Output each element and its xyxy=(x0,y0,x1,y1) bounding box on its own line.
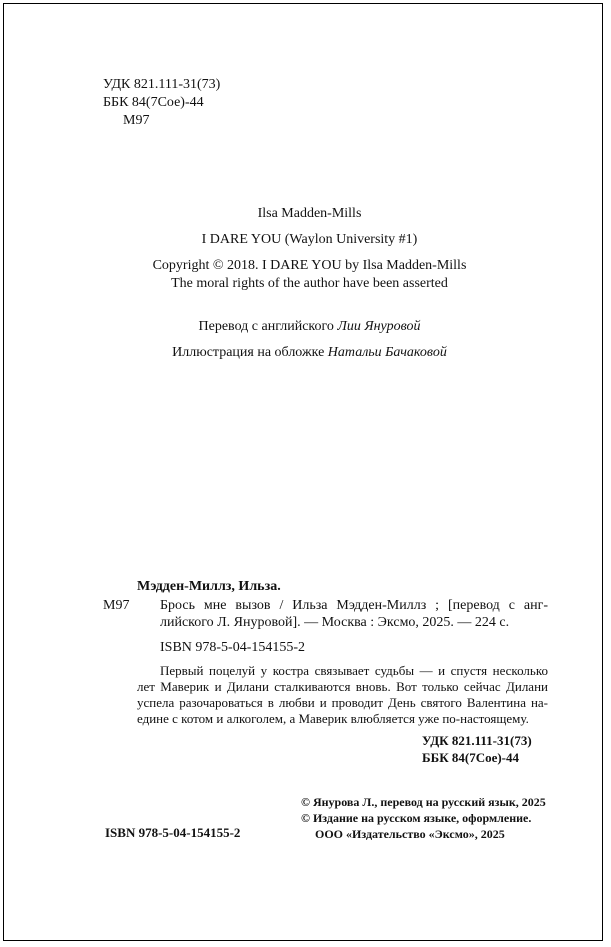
moral-rights: The moral rights of the author have been asserted xyxy=(171,276,448,291)
card-isbn: ISBN 978-5-04-154155-2 xyxy=(160,640,306,655)
udk-code: УДК 821.111-31(73) xyxy=(103,77,221,92)
translation-prefix: Перевод с английского xyxy=(198,319,338,334)
author-mark: М97 xyxy=(123,113,150,128)
original-author: Ilsa Madden-Mills xyxy=(257,206,362,221)
bbk-code: ББК 84(7Сое)-44 xyxy=(103,95,204,110)
footer-isbn: ISBN 978-5-04-154155-2 xyxy=(105,825,241,840)
card-description: Брось мне вызов / Ильза Мэдден-Миллз ; [перевод с анг-лийского Л. Януровой]. — Москва : Эксмо, 2025. — 224 с. xyxy=(160,598,548,630)
copyright-notices xyxy=(301,795,546,843)
copyright-edition: © Издание на русском языке, оформление. xyxy=(301,811,532,825)
card-annotation: Первый поцелуй у костра связывает судьбы — и спустя несколько лет Маверик и Дилани сталкиваются вновь. Вот только сейчас Дилани успела разочароваться в любви и проводит День святого Валентина на-едине с котом и алкоголем, а Маверик влюбляется уже по-настоящему. xyxy=(137,663,548,726)
publisher-copyright: ООО «Издательство «Эксмо», 2025 xyxy=(315,827,505,841)
translator-name: Лии Януровой xyxy=(337,319,421,334)
card-author-heading: Мэдден-Миллз, Ильза. xyxy=(137,579,281,594)
illustrator-name: Натальи Бачаковой xyxy=(327,345,447,360)
illustration-credit xyxy=(4,344,611,361)
card-author-mark: М97 xyxy=(103,598,130,613)
original-title: I DARE YOU (Waylon University #1) xyxy=(201,232,418,247)
card-udk: УДК 821.111-31(73) xyxy=(422,733,532,748)
classification-block xyxy=(103,76,220,130)
illustration-prefix: Иллюстрация на обложке xyxy=(172,345,328,360)
translation-credit xyxy=(4,318,611,335)
original-copyright: Copyright © 2018. I DARE YOU by Ilsa Madden-Mills xyxy=(152,258,467,273)
copyright-translation: © Янурова Л., перевод на русский язык, 2025 xyxy=(301,795,546,809)
card-bbk: ББК 84(7Сое)-44 xyxy=(422,750,520,765)
page xyxy=(3,3,603,941)
